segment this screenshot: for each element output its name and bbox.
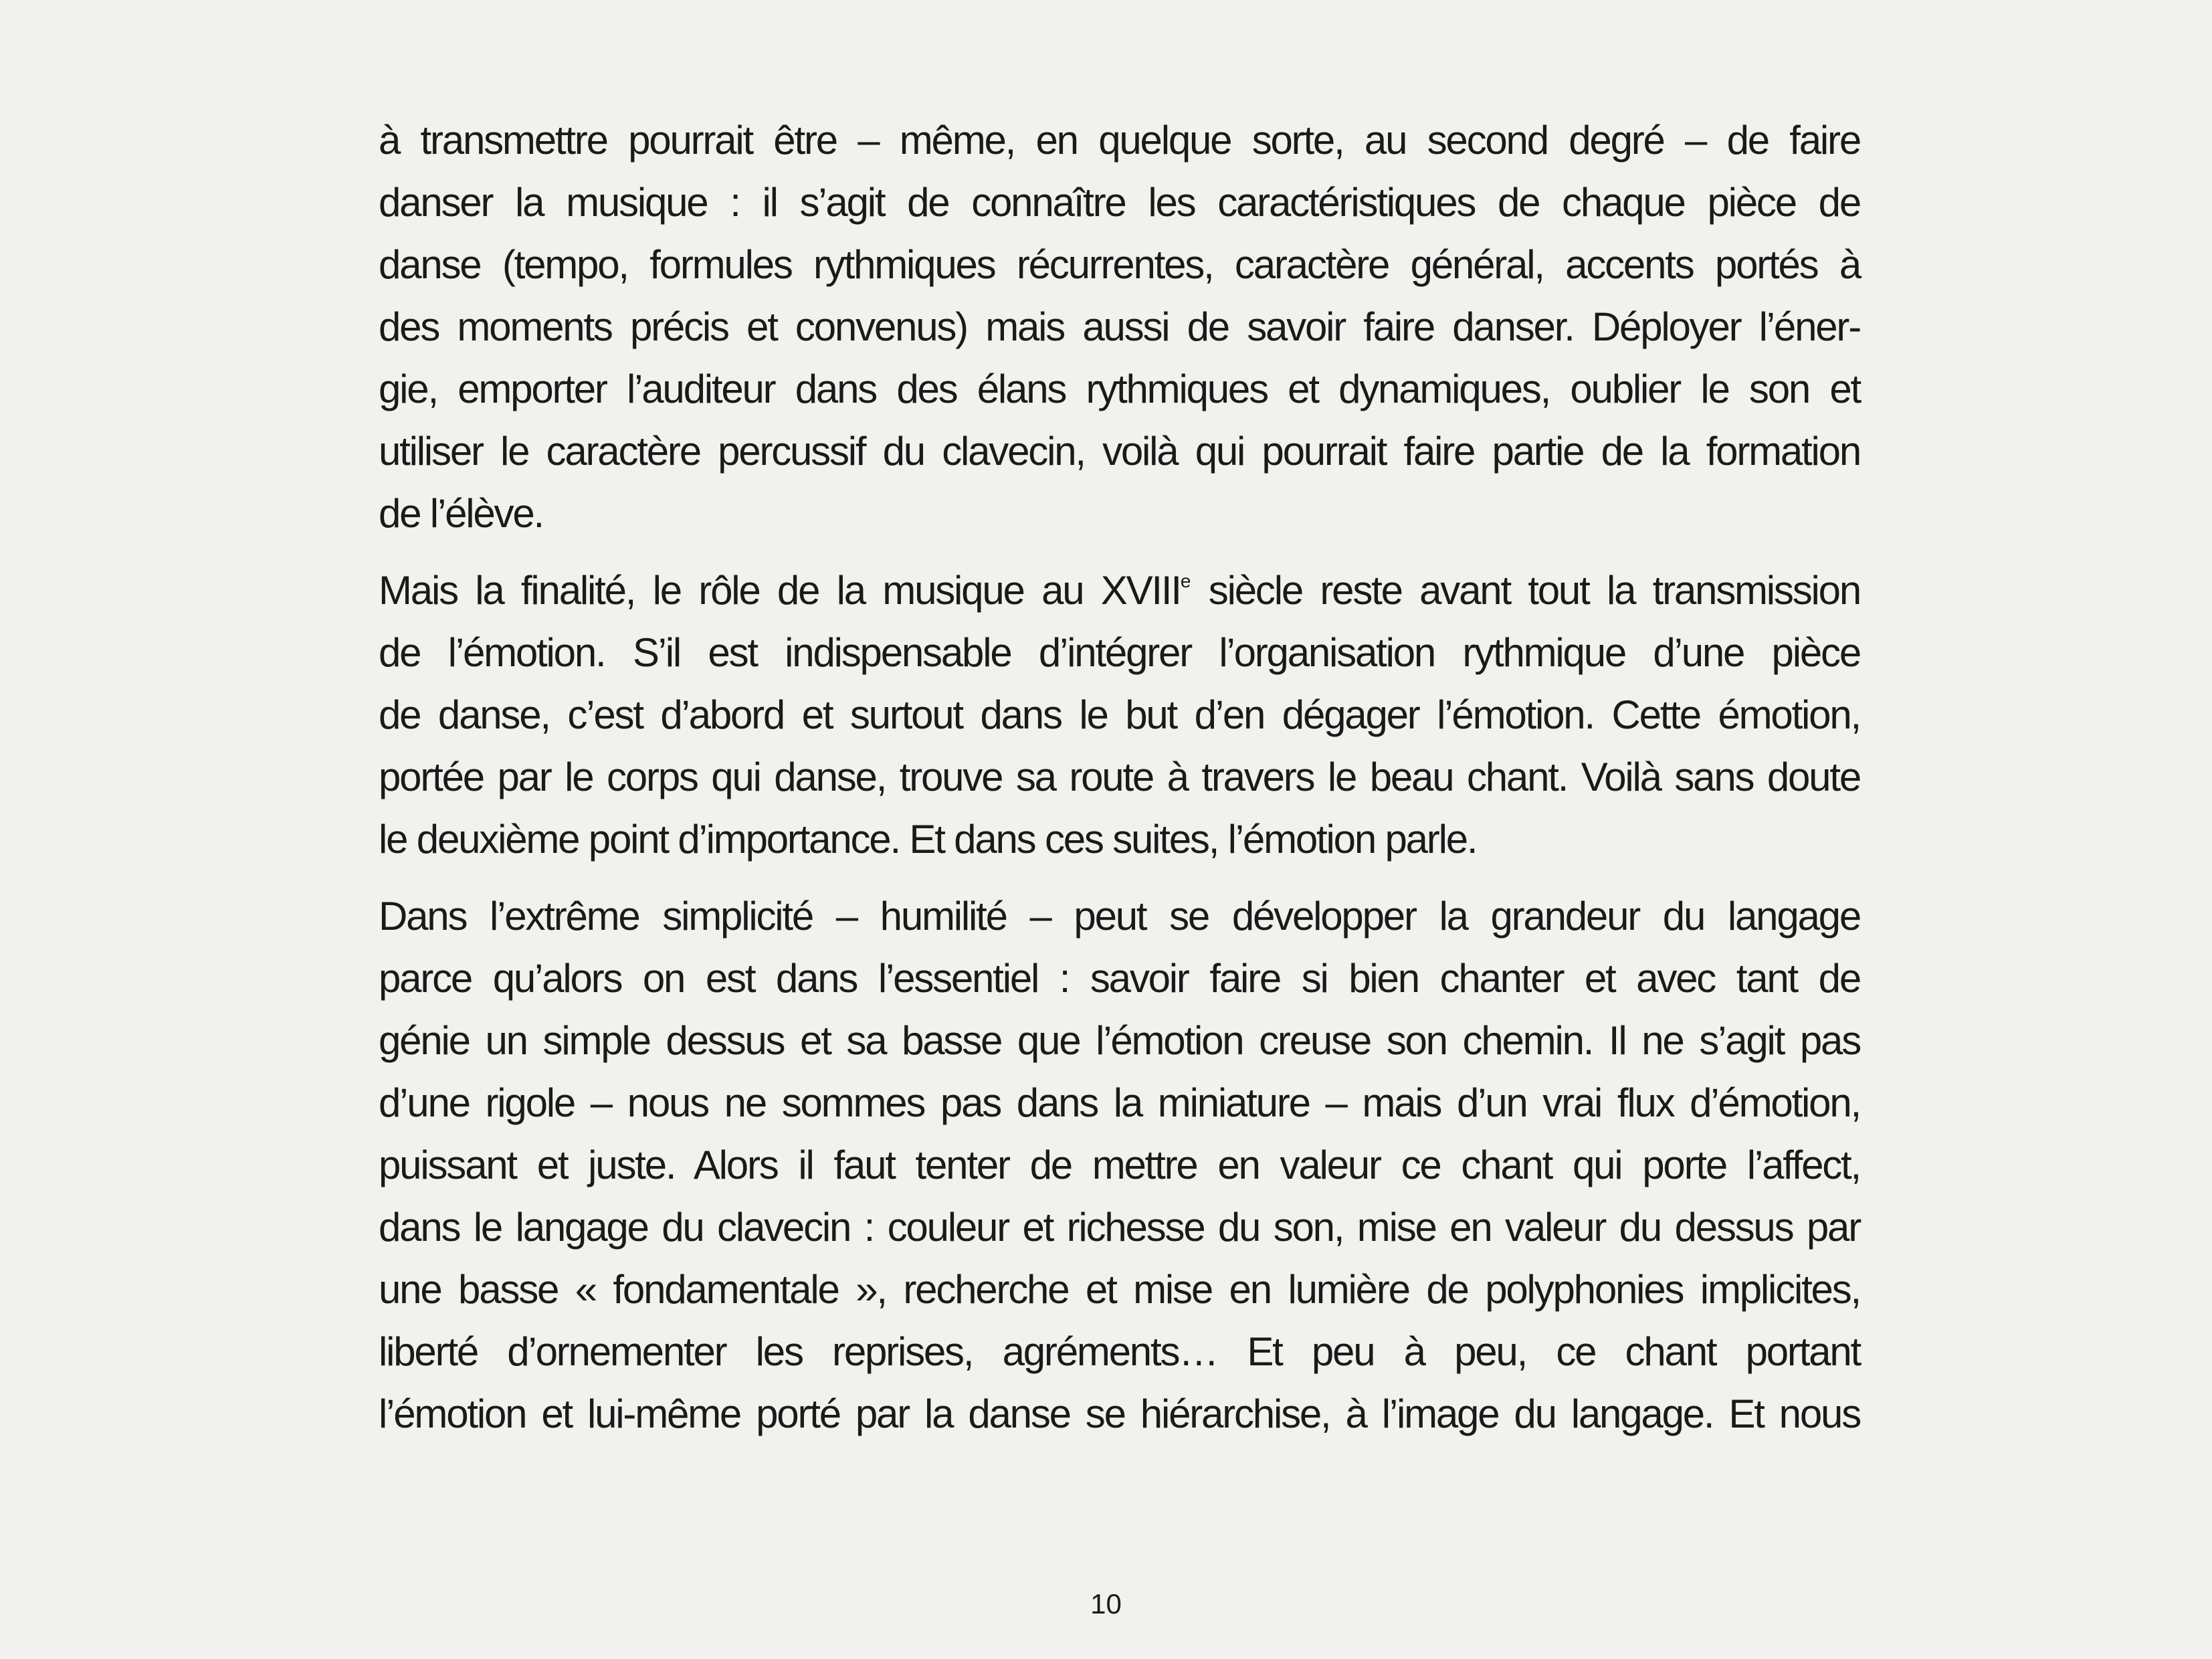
text-line: dans le langage du clavecin : couleur et richesse du son, mise en valeur du dessus par (379, 1205, 1860, 1250)
text-line: de danse, c’est d’abord et surtout dans le but d’en dégager l’émotion. Cette émotion, (379, 692, 1860, 737)
paragraph (379, 559, 1860, 870)
text-line: utiliser le caractère percussif du clavecin, voilà qui pourrait faire partie de la formation (379, 429, 1860, 474)
paragraph (379, 885, 1860, 1445)
superscript-ordinal: e (1180, 571, 1191, 591)
text-line: puissant et juste. Alors il faut tenter de mettre en valeur ce chant qui porte l’affect, (379, 1143, 1860, 1187)
text-line: de l’élève. (379, 491, 543, 536)
text-line: d’une rigole – nous ne sommes pas dans la miniature – mais d’un vrai flux d’émotion, (379, 1080, 1860, 1125)
page-number: 10 (1090, 1588, 1122, 1620)
text-fragment: Mais la finalité, le rôle de la musique au XVIII (379, 568, 1181, 613)
text-line: à transmettre pourrait être – même, en quelque sorte, au second degré – de faire (379, 118, 1860, 163)
text-line: de l’émotion. S’il est indispensable d’intégrer l’organisation rythmique d’une pièce (379, 630, 1860, 675)
text-line: gie, emporter l’auditeur dans des élans rythmiques et dynamiques, oublier le son et (379, 367, 1860, 411)
paragraph (379, 109, 1860, 545)
text-line: une basse « fondamentale », recherche et mise en lumière de polyphonies implicites, (379, 1267, 1860, 1312)
text-line: liberté d’ornementer les reprises, agréments… Et peu à peu, ce chant portant (379, 1329, 1860, 1374)
text-line: des moments précis et convenus) mais aussi de savoir faire danser. Déployer l’éner- (379, 304, 1860, 349)
text-line: danser la musique : il s’agit de connaître les caractéristiques de chaque pièce de (379, 180, 1860, 225)
text-line: génie un simple dessus et sa basse que l’émotion creuse son chemin. Il ne s’agit pas (379, 1018, 1860, 1063)
text-line: parce qu’alors on est dans l’essentiel : savoir faire si bien chanter et avec tant de (379, 956, 1860, 1001)
text-fragment: siècle reste avant tout la transmission (1191, 568, 1860, 613)
text-line (379, 559, 1860, 621)
text-line: danse (tempo, formules rythmiques récurrentes, caractère général, accents portés à (379, 242, 1860, 287)
text-line: le deuxième point d’importance. Et dans ces suites, l’émotion parle. (379, 817, 1477, 862)
text-line: portée par le corps qui danse, trouve sa route à travers le beau chant. Voilà sans doute (379, 755, 1860, 799)
text-line: Dans l’extrême simplicité – humilité – peut se développer la grandeur du langage (379, 894, 1860, 939)
text-line: l’émotion et lui-même porté par la danse se hiérarchise, à l’image du langage. Et nous (379, 1391, 1860, 1436)
body-text (379, 109, 1860, 1445)
